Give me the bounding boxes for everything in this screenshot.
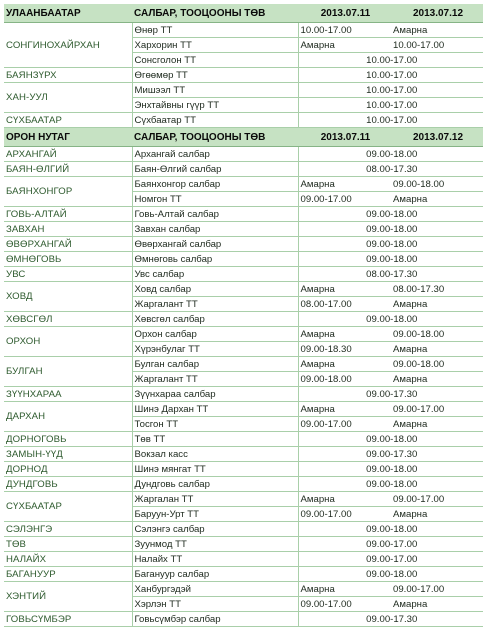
branch-cell: Булган салбар — [132, 357, 298, 372]
hours-both-days-cell: 10.00-17.00 — [298, 98, 483, 113]
schedule-document — [4, 4, 483, 627]
branch-cell: Вокзал касс — [132, 447, 298, 462]
branch-cell: Өгөөмөр ТТ — [132, 68, 298, 83]
table-row — [4, 402, 483, 417]
hours-date-1-cell: 10.00-17.00 — [298, 23, 391, 38]
hours-both-days-cell: 10.00-17.00 — [298, 113, 483, 128]
table-row — [4, 582, 483, 597]
hours-both-days-cell: 09.00-18.00 — [298, 567, 483, 582]
branch-cell: Төв ТТ — [132, 432, 298, 447]
hours-date-2-cell: Амарна — [391, 23, 483, 38]
hours-both-days-cell: 09.00-17.30 — [298, 612, 483, 627]
branch-cell: Орхон салбар — [132, 327, 298, 342]
table-row — [4, 282, 483, 297]
table-row — [4, 477, 483, 492]
branch-cell: Энхтайвны гүүр ТТ — [132, 98, 298, 113]
hours-date-2-cell: 10.00-17.00 — [391, 38, 483, 53]
column-header-region: ОРОН НУТАГ — [4, 128, 132, 147]
hours-date-1-cell: 09.00-18.00 — [298, 372, 391, 387]
branch-cell: Номгон ТТ — [132, 192, 298, 207]
hours-date-1-cell: 08.00-17.00 — [298, 297, 391, 312]
hours-date-2-cell: 09.00-18.00 — [391, 327, 483, 342]
column-header-branch: САЛБАР, ТООЦООНЫ ТӨВ — [132, 128, 298, 147]
hours-date-2-cell: 09.00-17.00 — [391, 582, 483, 597]
branch-cell: Сэлэнгэ салбар — [132, 522, 298, 537]
branch-cell: Хархорин ТТ — [132, 38, 298, 53]
hours-date-1-cell: 09.00-17.00 — [298, 417, 391, 432]
region-cell: ӨВӨРХАНГАЙ — [4, 237, 132, 252]
column-header-region: УЛААНБААТАР — [4, 4, 132, 23]
table-row — [4, 432, 483, 447]
hours-date-2-cell: Амарна — [391, 507, 483, 522]
hours-date-2-cell: 09.00-18.00 — [391, 177, 483, 192]
branch-cell: Хүрэнбулаг ТТ — [132, 342, 298, 357]
hours-date-2-cell: Амарна — [391, 372, 483, 387]
hours-date-1-cell: 09.00-17.00 — [298, 507, 391, 522]
hours-date-1-cell: Амарна — [298, 327, 391, 342]
region-cell: НАЛАЙХ — [4, 552, 132, 567]
region-cell: ОРХОН — [4, 327, 132, 357]
column-header-date-2: 2013.07.12 — [391, 128, 483, 147]
branch-cell: Өнөр ТТ — [132, 23, 298, 38]
branch-cell: Шинэ мянгат ТТ — [132, 462, 298, 477]
section-header-row — [4, 4, 483, 23]
table-row — [4, 447, 483, 462]
branch-cell: Хөвсгөл салбар — [132, 312, 298, 327]
region-cell: СҮХБААТАР — [4, 113, 132, 128]
table-row — [4, 492, 483, 507]
branch-cell: Говьсүмбэр салбар — [132, 612, 298, 627]
branch-cell: Зуунмод ТТ — [132, 537, 298, 552]
table-row — [4, 177, 483, 192]
hours-date-2-cell: Амарна — [391, 297, 483, 312]
branch-cell: Ханбургэдэй — [132, 582, 298, 597]
table-row — [4, 252, 483, 267]
hours-both-days-cell: 09.00-18.00 — [298, 207, 483, 222]
table-row — [4, 113, 483, 128]
region-cell: ӨМНӨГОВЬ — [4, 252, 132, 267]
table-row — [4, 312, 483, 327]
branch-cell: Жаргалант ТТ — [132, 372, 298, 387]
table-row — [4, 522, 483, 537]
hours-date-2-cell: 09.00-17.00 — [391, 402, 483, 417]
hours-both-days-cell: 09.00-18.00 — [298, 147, 483, 162]
hours-date-1-cell: Амарна — [298, 582, 391, 597]
hours-both-days-cell: 10.00-17.00 — [298, 53, 483, 68]
hours-both-days-cell: 08.00-17.30 — [298, 162, 483, 177]
hours-date-1-cell: Амарна — [298, 357, 391, 372]
table-row — [4, 162, 483, 177]
table-row — [4, 387, 483, 402]
region-cell: ДАРХАН — [4, 402, 132, 432]
hours-date-1-cell: 09.00-17.00 — [298, 192, 391, 207]
hours-date-2-cell: Амарна — [391, 342, 483, 357]
hours-date-2-cell: Амарна — [391, 192, 483, 207]
section-header-row — [4, 128, 483, 147]
table-row — [4, 147, 483, 162]
table-row — [4, 537, 483, 552]
column-header-branch: САЛБАР, ТООЦООНЫ ТӨВ — [132, 4, 298, 23]
region-cell: ХЭНТИЙ — [4, 582, 132, 612]
table-row — [4, 327, 483, 342]
region-cell: СҮХБААТАР — [4, 492, 132, 522]
hours-both-days-cell: 09.00-18.00 — [298, 237, 483, 252]
branch-cell: Жаргалант ТТ — [132, 297, 298, 312]
column-header-date-1: 2013.07.11 — [298, 128, 391, 147]
branch-cell: Говь-Алтай салбар — [132, 207, 298, 222]
hours-date-1-cell: 09.00-17.00 — [298, 597, 391, 612]
branch-cell: Ховд салбар — [132, 282, 298, 297]
hours-both-days-cell: 09.00-17.30 — [298, 447, 483, 462]
branch-cell: Баянхонгор салбар — [132, 177, 298, 192]
region-cell: ДОРНОД — [4, 462, 132, 477]
region-cell: АРХАНГАЙ — [4, 147, 132, 162]
region-cell: ДОРНОГОВЬ — [4, 432, 132, 447]
hours-both-days-cell: 09.00-18.00 — [298, 252, 483, 267]
hours-date-1-cell: 09.00-18.30 — [298, 342, 391, 357]
branch-cell: Шинэ Дархан ТТ — [132, 402, 298, 417]
region-cell: СЭЛЭНГЭ — [4, 522, 132, 537]
branch-cell: Жаргалан ТТ — [132, 492, 298, 507]
schedule-table-body — [4, 4, 483, 627]
region-cell: ХОВД — [4, 282, 132, 312]
branch-cell: Архангай салбар — [132, 147, 298, 162]
hours-date-1-cell: Амарна — [298, 402, 391, 417]
table-row — [4, 83, 483, 98]
branch-cell: Мишээл ТТ — [132, 83, 298, 98]
region-cell: ЗҮҮНХАРАА — [4, 387, 132, 402]
hours-both-days-cell: 09.00-17.00 — [298, 552, 483, 567]
region-cell: ГОВЬ-АЛТАЙ — [4, 207, 132, 222]
hours-both-days-cell: 08.00-17.30 — [298, 267, 483, 282]
region-cell: УВС — [4, 267, 132, 282]
hours-date-1-cell: Амарна — [298, 177, 391, 192]
branch-cell: Налайх ТТ — [132, 552, 298, 567]
table-row — [4, 552, 483, 567]
region-cell: ДУНДГОВЬ — [4, 477, 132, 492]
table-row — [4, 23, 483, 38]
region-cell: ТӨВ — [4, 537, 132, 552]
table-row — [4, 222, 483, 237]
table-row — [4, 68, 483, 83]
branch-cell: Баруун-Урт ТТ — [132, 507, 298, 522]
branch-cell: Өмнөговь салбар — [132, 252, 298, 267]
hours-date-2-cell: 09.00-17.00 — [391, 492, 483, 507]
branch-cell: Хэрлэн ТТ — [132, 597, 298, 612]
column-header-date-2: 2013.07.12 — [391, 4, 483, 23]
region-cell: БАЯН-ӨЛГИЙ — [4, 162, 132, 177]
hours-both-days-cell: 09.00-17.00 — [298, 537, 483, 552]
hours-both-days-cell: 09.00-18.00 — [298, 462, 483, 477]
region-cell: БУЛГАН — [4, 357, 132, 387]
table-row — [4, 207, 483, 222]
branch-cell: Завхан салбар — [132, 222, 298, 237]
hours-date-2-cell: 08.00-17.30 — [391, 282, 483, 297]
table-row — [4, 357, 483, 372]
branch-cell: Дундговь салбар — [132, 477, 298, 492]
branch-cell: Зүүнхараа салбар — [132, 387, 298, 402]
schedule-table — [4, 4, 483, 627]
region-cell: ХАН-УУЛ — [4, 83, 132, 113]
region-cell: ГОВЬСҮМБЭР — [4, 612, 132, 627]
table-row — [4, 237, 483, 252]
region-cell: ХӨВСГӨЛ — [4, 312, 132, 327]
region-cell: БАГАНУУР — [4, 567, 132, 582]
branch-cell: Баян-Өлгий салбар — [132, 162, 298, 177]
hours-both-days-cell: 09.00-18.00 — [298, 222, 483, 237]
hours-both-days-cell: 09.00-18.00 — [298, 432, 483, 447]
hours-both-days-cell: 10.00-17.00 — [298, 83, 483, 98]
region-cell: ЗАВХАН — [4, 222, 132, 237]
branch-cell: Сүхбаатар ТТ — [132, 113, 298, 128]
branch-cell: Тосгон ТТ — [132, 417, 298, 432]
hours-both-days-cell: 09.00-18.00 — [298, 477, 483, 492]
hours-date-1-cell: Амарна — [298, 38, 391, 53]
region-cell: БАЯНЗҮРХ — [4, 68, 132, 83]
hours-both-days-cell: 09.00-18.00 — [298, 312, 483, 327]
branch-cell: Сонсголон ТТ — [132, 53, 298, 68]
branch-cell: Өвөрхангай салбар — [132, 237, 298, 252]
table-row — [4, 567, 483, 582]
region-cell: БАЯНХОНГОР — [4, 177, 132, 207]
hours-both-days-cell: 10.00-17.00 — [298, 68, 483, 83]
hours-date-1-cell: Амарна — [298, 492, 391, 507]
table-row — [4, 267, 483, 282]
region-cell: ЗАМЫН-ҮҮД — [4, 447, 132, 462]
hours-date-2-cell: Амарна — [391, 417, 483, 432]
column-header-date-1: 2013.07.11 — [298, 4, 391, 23]
hours-date-2-cell: Амарна — [391, 597, 483, 612]
table-row — [4, 612, 483, 627]
hours-both-days-cell: 09.00-17.30 — [298, 387, 483, 402]
table-row — [4, 462, 483, 477]
hours-date-1-cell: Амарна — [298, 282, 391, 297]
region-cell: СОНГИНОХАЙРХАН — [4, 23, 132, 68]
hours-both-days-cell: 09.00-18.00 — [298, 522, 483, 537]
branch-cell: Увс салбар — [132, 267, 298, 282]
branch-cell: Багануур салбар — [132, 567, 298, 582]
hours-date-2-cell: 09.00-18.00 — [391, 357, 483, 372]
